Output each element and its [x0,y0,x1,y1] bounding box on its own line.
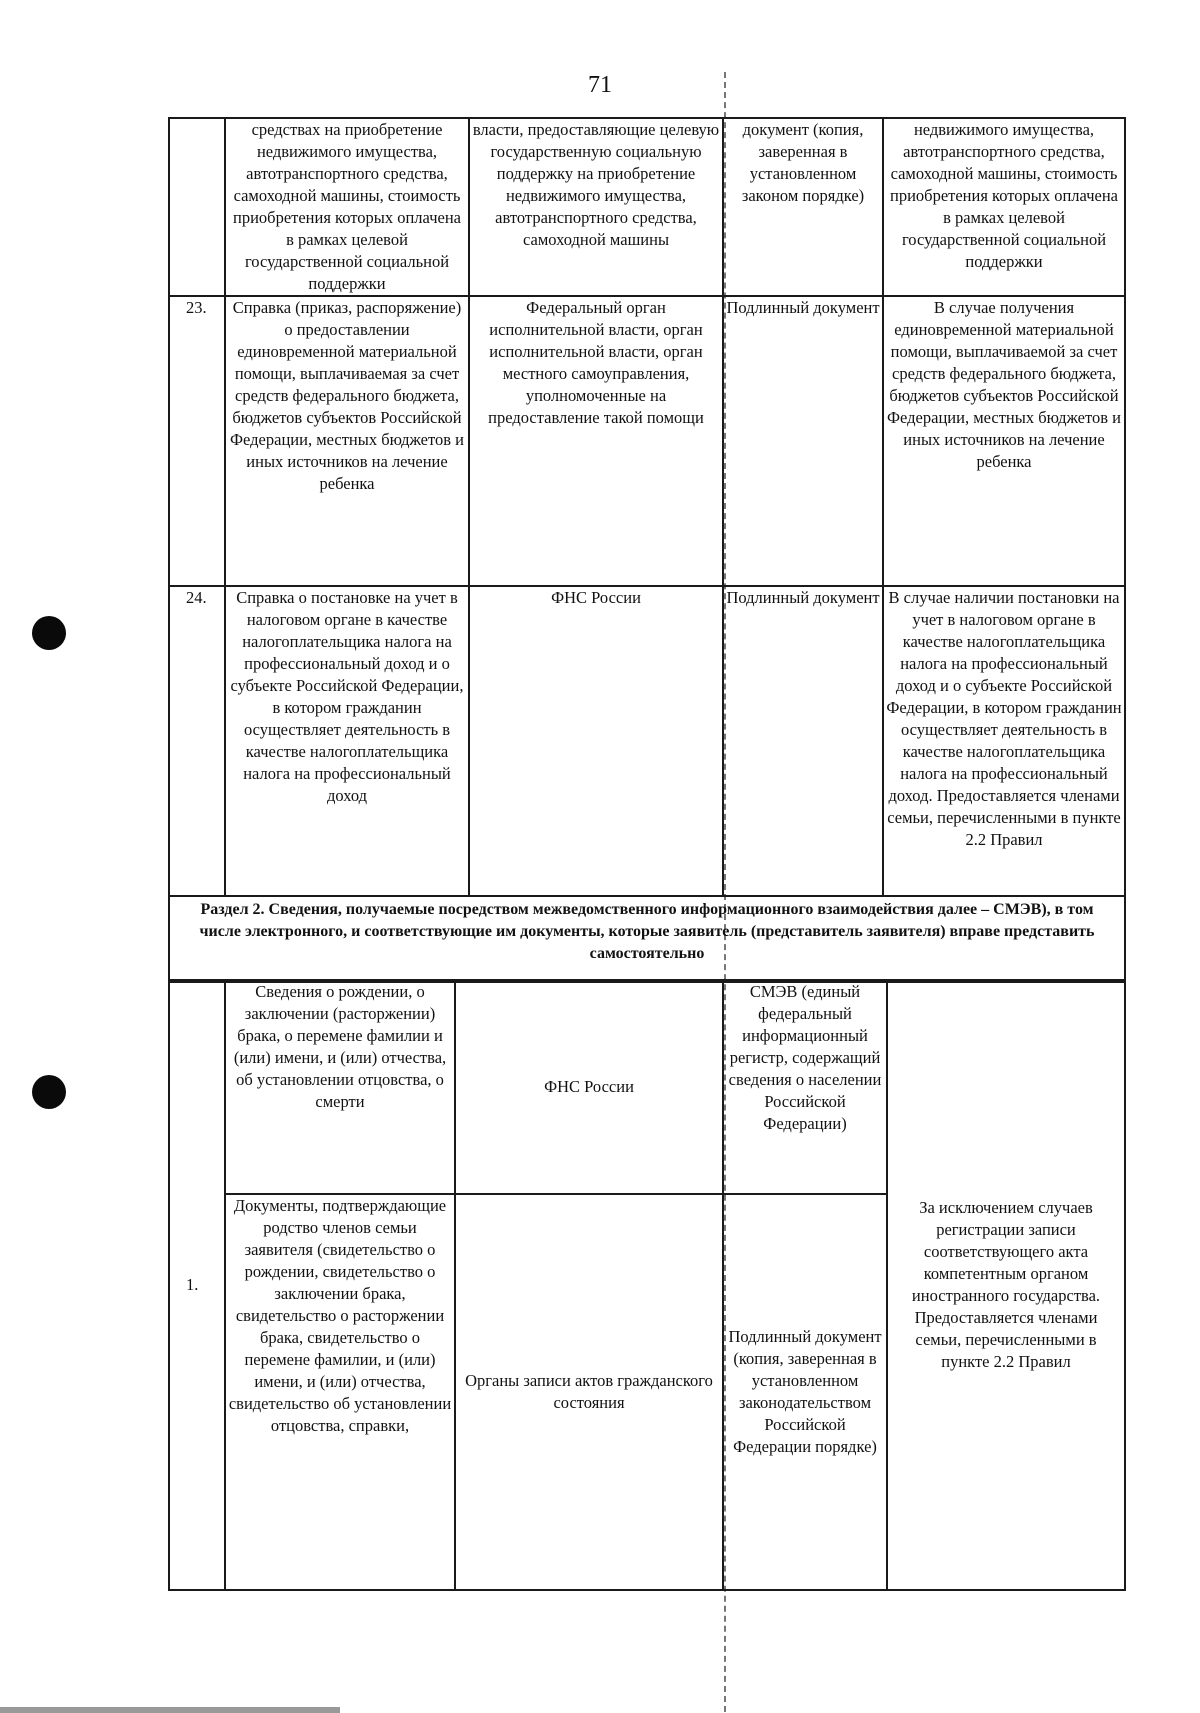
table-row [169,586,1125,896]
row-number: 24. [169,586,225,896]
issuer-cell: ФНС России [455,980,723,1194]
document-form-cell: Подлинный документ (копия, заверенная в установленном законодательством Российской Федерации порядке) [723,1194,887,1590]
issuer-cell: Федеральный орган исполнительной власти, орган исполнительной власти, орган местного самоуправления, уполномоченные на предоставление такой помощи [469,296,723,586]
note-cell: недвижимого имущества, автотранспортного средства, самоходной машины, стоимость приобретения которых оплачена в рамках целевой государственной социальной поддержки [883,118,1125,296]
punch-hole-bottom [32,1075,66,1109]
section-header-row [169,896,1125,982]
document-name-cell: Справка (приказ, распоряжение) о предоставлении единовременной материальной помощи, выплачиваемая за счет средств федерального бюджета, бюджетов субъектов Российской Федерации, местных бюджетов и иных источников на лечение ребенка [225,296,469,586]
issuer-cell: ФНС России [469,586,723,896]
section-2-header: Раздел 2. Сведения, получаемые посредством межведомственного информационного взаимодействия далее – СМЭВ), в том числе электронного, и соответствующие им документы, которые заявитель (представитель заявителя) вправе представить самостоятельно [169,896,1125,982]
document-form-cell: Подлинный документ [723,296,883,586]
table-row [169,296,1125,586]
scan-edge [0,1707,340,1713]
documents-table-section2 [168,979,1126,1591]
page-number: 71 [588,72,612,98]
table-row [169,980,1125,1194]
note-cell: В случае наличии постановки на учет в налоговом органе в качестве налогоплательщика налога на профессиональный доход и о субъекте Российской Федерации, в котором гражданин осуществляет деятельность в качестве налогоплательщика налога на профессиональный доход. Предоставляется членами семьи, перечисленными в пункте 2.2 Правил [883,586,1125,896]
document-name-cell: Документы, подтверждающие родство членов семьи заявителя (свидетельство о рождении, свидетельство о заключении брака, свидетельство о расторжении брака, свидетельство о перемене фамилии, и (или) имени, и (или) отчества, свидетельство об установлении отцовства, справки, [225,1194,455,1590]
issuer-cell: Органы записи актов гражданского состояния [455,1194,723,1590]
row-number [169,118,225,296]
note-cell: В случае получения единовременной материальной помощи, выплачиваемой за счет средств федерального бюджета, бюджетов субъектов Российской Федерации, местных бюджетов и иных источников на лечение ребенка [883,296,1125,586]
documents-table-section1 [168,117,1126,983]
document-form-cell: Подлинный документ [723,586,883,896]
issuer-cell: власти, предоставляющие целевую государственную социальную поддержку на приобретение недвижимого имущества, автотранспортного средства, самоходной машины [469,118,723,296]
document-name-cell: Сведения о рождении, о заключении (расторжении) брака, о перемене фамилии и (или) имени, и (или) отчества, об установлении отцовства, о смерти [225,980,455,1194]
table-row [169,118,1125,296]
note-cell: За исключением случаев регистрации записи соответствующего акта компетентным органом иностранного государства. Предоставляется членами семьи, перечисленными в пункте 2.2 Правил [887,980,1125,1590]
row-number: 1. [169,980,225,1590]
document-form-cell: документ (копия, заверенная в установленном законом порядке) [723,118,883,296]
row-number: 23. [169,296,225,586]
document-name-cell: средствах на приобретение недвижимого имущества, автотранспортного средства, самоходной машины, стоимость приобретения которых оплачена в рамках целевой государственной социальной поддержки [225,118,469,296]
document-name-cell: Справка о постановке на учет в налоговом органе в качестве налогоплательщика налога на профессиональный доход и о субъекте Российской Федерации, в котором гражданин осуществляет деятельность в качестве налогоплательщика налога на профессиональный доход [225,586,469,896]
document-form-cell: СМЭВ (единый федеральный информационный регистр, содержащий сведения о населении Российской Федерации) [723,980,887,1194]
punch-hole-top [32,616,66,650]
